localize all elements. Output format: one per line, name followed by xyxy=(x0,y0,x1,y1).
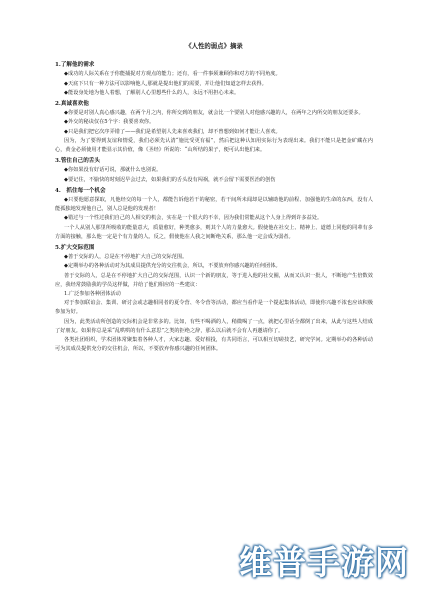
paragraph: ◆天底下只有一种方法可以影响他人,那就是提出他们的需要，并让他们知道怎样去获得。 xyxy=(64,80,267,87)
paragraph: 对于参加联谊会、集训、研讨会或志趣相同者的夏令营、冬令营等活动，都应当看作是一个提起集体活动，即使你兴趣不浓也应该积极参加为好。 xyxy=(55,300,373,316)
section-3 xyxy=(55,157,373,185)
paragraph: 一个人从别人那里所吸收的能量意大，质量愈好，种类愈多，则其个人的力量愈大。假使他在社交上、精神上、道德上同他的同辈有多方面的接触，那么他一定是个有力量的人。反之，假使他在人我之间断绝关系，那么他一定会成为弱者。 xyxy=(55,224,373,240)
paragraph: 善于交际的人，总是在不停地扩大自己的交际范围，认识一个新的朋友，等于进入他的社交圈，从而又认识一批人，不断地产生倍数效应，我经常鼓励我的学员这样做，并给了他们相应的一些建议： xyxy=(55,272,373,288)
document-body xyxy=(55,42,373,355)
paragraph: 1.广泛参加各种团体活动 xyxy=(64,291,121,298)
section-heading: 4. 抓住每一个机会 xyxy=(55,187,106,194)
section-heading: 5.扩大交际范围 xyxy=(55,245,95,252)
section-heading: 1.了解他的需求 xyxy=(55,62,95,69)
section-heading: 2.真诚喜欢他 xyxy=(55,101,89,108)
paragraph: ◆错过与一个性过我们自己的人相交的机会，实在是一个很大的不幸，因为我们常能从这个人身上得到许多益处。 xyxy=(64,215,323,222)
section-1 xyxy=(55,61,373,98)
section-5 xyxy=(55,244,373,354)
site-watermark: 维普手游网 xyxy=(239,543,409,582)
paragraph: 各类社团组织，学术团体常聚集着各种人才，大家志趣、爱好相投，有共同语言，可以相互切磋技艺，研究学问。定期举办的各种活动可为其成员提供充分的交往机会，所以，不要放弃你感兴趣的任何团体。 xyxy=(55,337,373,353)
paragraph: ◆成功的人际关系在于你能捕捉对方观点的能力；还有，看一件事须兼顾你和对方的不同角度。 xyxy=(64,71,281,78)
section-heading: 3.管住自己的舌头 xyxy=(55,158,100,165)
paragraph: 因为，此类活动所创造的交际机会是非常多的。比如，有些不喝酒的人，稍微喝了一点，就把心里话全都倒了出来，从此与这些人结成了好朋友。如果你总是采“乱哄哄的有什么意思”之类的拒绝之辞，那么以后就不会有人再邀请你了。 xyxy=(55,318,373,334)
paragraph: ◆只要他愿意探取，凡他经交的每一个人，都能告诉他若干的秘密，若干间所未闻却是以辅助他的前程、加强他的生命的东西，没有人能孤独地发现他自己，别人总是他的发现者！ xyxy=(55,197,373,213)
paragraph: ◆只是我们把它次序弄错了——我们是希望别人先来喜欢我们，却不曾想到如何才能让人喜欢。 xyxy=(64,128,281,135)
paragraph: ◆你要是对别人真心感兴趣，在两个月之内，你所交到的朋友，就会比一个要别人对他感兴趣的人，在两年之内所交的朋友还要多。 xyxy=(64,110,364,117)
paragraph: ◆能设身处地为他人着想，了解别人心里想些什么的人，永远不用担心未来。 xyxy=(64,89,240,96)
paragraph: ◆外交的秘诀仅在5个字：我要喜欢你。 xyxy=(64,119,155,126)
paragraph: 因为，为了要得到友谊和情爱，我们必须先认清“施比受更有福”，然后把这种认知用实际行为表现出来。我们不能只是把金矿藏在内心，黄金必须使用才能显示其价值，像《圣经》所说的：“山所结的果子，便可认出他们来。 xyxy=(55,137,373,154)
paragraph: ◆定期举办的各种活动对为其成员提供充分的交往机会，所以，不要放弃你感兴趣的任何团体。 xyxy=(64,263,281,270)
paragraph: ◆善于交际的人，总是在不停地扩大自己的交际范围。 xyxy=(64,254,188,261)
section-4 xyxy=(55,187,373,242)
paragraph: ◆要记住，不愉快的时刻迟早会过去，如果我们的舌头没有闯祸，就不会留下需要医治的创伤 xyxy=(64,176,276,183)
document-title: 《人性的弱点》摘录 xyxy=(185,42,243,50)
section-2 xyxy=(55,100,373,155)
paragraph: ◆你如果没有好话可说，那就什么也别说。 xyxy=(64,167,162,174)
